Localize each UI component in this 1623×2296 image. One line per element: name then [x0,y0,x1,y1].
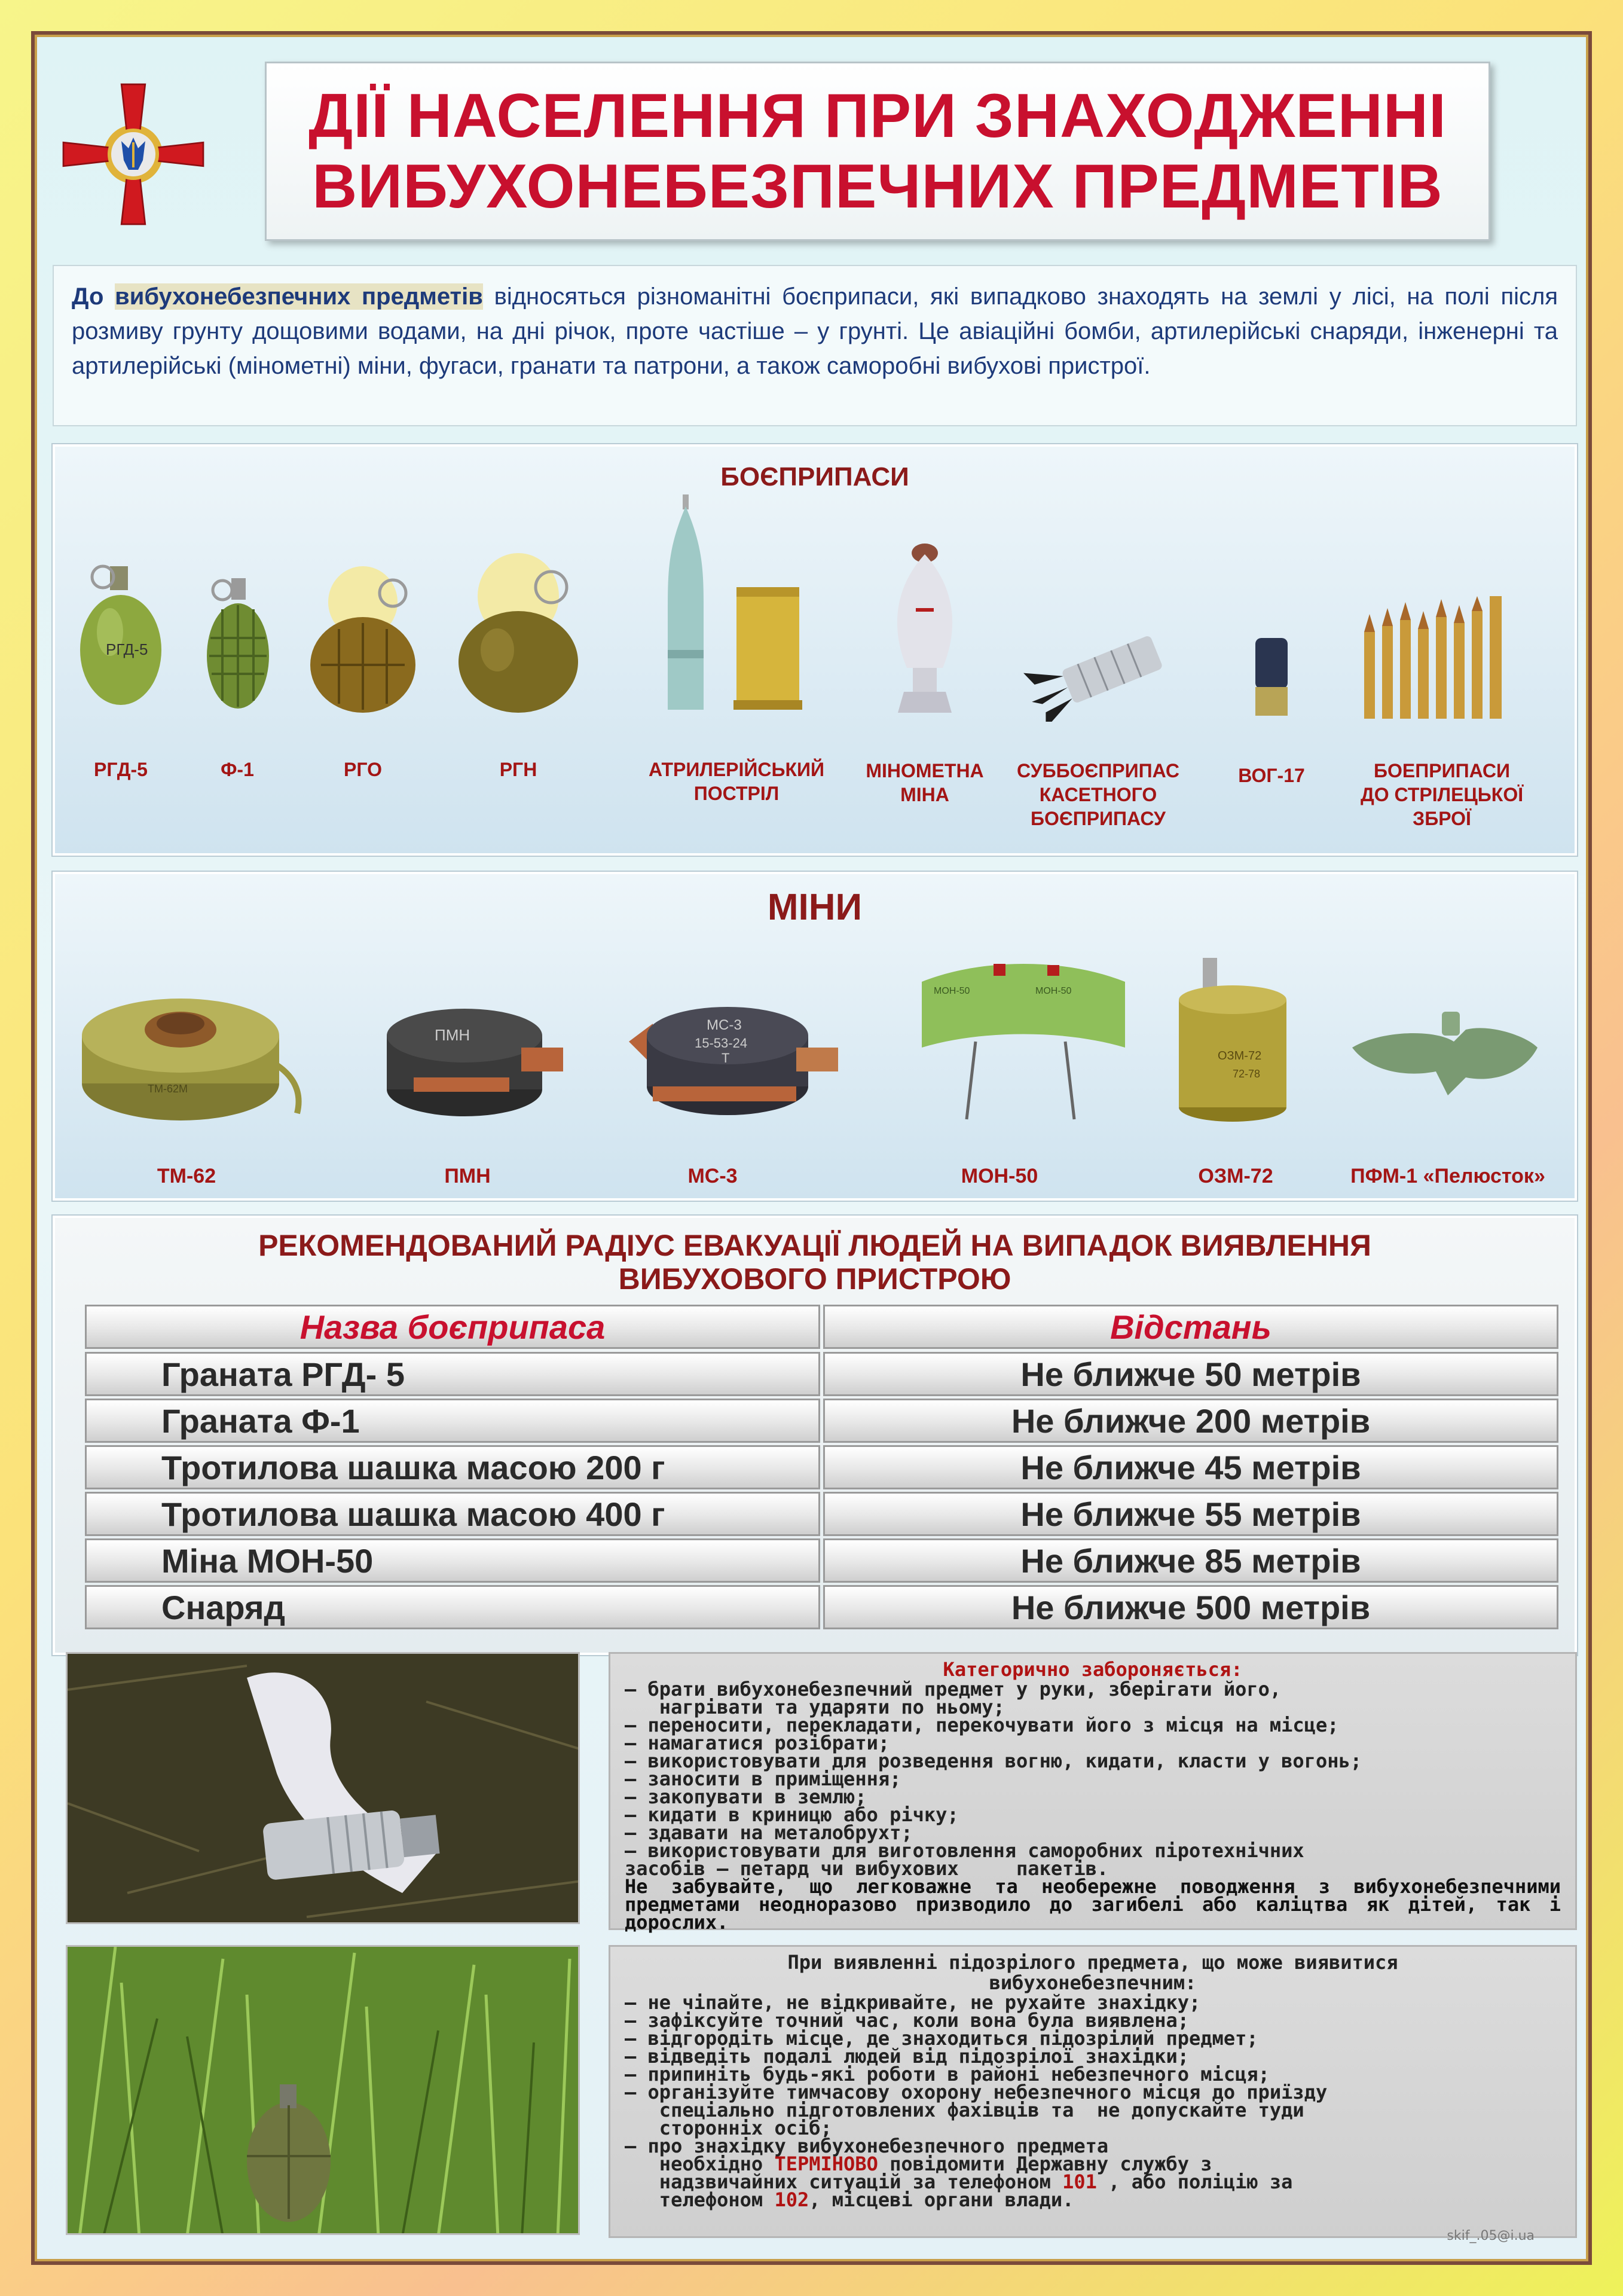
cartridges-icon [1361,596,1517,722]
final-line2b: , або поліцію за [1096,2170,1293,2193]
table-cell-distance: Не ближче 50 метрів [823,1352,1558,1396]
label-rgn: РГН [499,759,537,780]
grenade-f1-icon [198,572,276,716]
evacuation-title-line-1: РЕКОМЕНДОВАНИЙ РАДІУС ЕВАКУАЦІЇ ЛЮДЕЙ НА ВИПАДОК ВИЯВЛЕННЯ [258,1229,1371,1262]
grenade-rgn-icon [450,545,587,716]
munitions-title: БОЄПРИПАСИ [720,462,909,491]
prohibited-line: – використовувати для виготовлення саморобних піротехнічних [625,1839,1304,1862]
table-header-name: Назва боєприпаса [85,1305,820,1349]
mines-panel [53,872,1577,1201]
label-ms3: МС-3 [687,1165,738,1187]
table-cell-name: Міна МОН-50 [85,1538,820,1583]
suspicious-line: – припиніть будь-які роботи в районі небезпечного місця; [625,2063,1270,2086]
ms3-marking-1: МС-3 [707,1017,742,1033]
suspicious-line: – організуйте тимчасову охорону небезпечного місця до приїзду [625,2081,1328,2103]
prohibited-line: – заносити в приміщення; [625,1767,901,1790]
prohibited-title: Категорично забороняється: [943,1658,1243,1681]
found-grenade-photo [66,1945,580,2235]
munitions-panel [53,444,1577,856]
table-cell-name: Тротилова шашка масою 200 г [85,1445,820,1489]
table-cell-name: Граната РГД- 5 [85,1352,820,1396]
tm62-marking: ТМ-62М [148,1083,188,1095]
submunition-icon [1023,626,1179,722]
evacuation-title-line-2: ВИБУХОВОГО ПРИСТРОЮ [618,1262,1011,1296]
suspicious-line: – відгородіть місце, де знаходиться підозрілий предмет; [625,2027,1258,2050]
evacuation-panel [53,1216,1577,1655]
mine-tm62-icon [76,970,315,1125]
label-tm62: ТМ-62 [157,1165,216,1187]
artillery-round-icon [659,494,814,716]
final-part1: необхідно [625,2152,775,2175]
label-rgo: РГО [344,759,382,780]
suspicious-line: спеціально підготовлених фахівців та не допускайте туди [625,2099,1304,2121]
prohibited-line: – закопувати в землю; [625,1785,867,1808]
label-pmn: ПМН [444,1165,491,1187]
poster [31,31,1592,2265]
table-cell-name: Снаряд [85,1585,820,1629]
urgent-word: ТЕРМІНОВО [774,2152,878,2175]
suspicious-title-line-2: вибухонебезпечним: [989,1971,1197,1994]
title-box [265,62,1490,241]
found-submunition-photo [66,1652,580,1924]
page-title-line-2: ВИБУХОНЕБЕЗПЕЧНИХ ПРЕДМЕТІВ [312,152,1443,221]
suspicious-final-line-3 [625,2188,1561,2211]
vog17-icon [1251,638,1292,716]
table-header-distance: Відстань [823,1305,1558,1349]
mine-ms3-icon [617,988,844,1119]
label-pfm1: ПФМ-1 «Пелюсток» [1350,1165,1545,1187]
warning-text: Не забувайте, що легковажне та необережне поводження з вибухонебезпечними предметами неодноразово призводило до загибелі або каліцтва як дітей, так і дорослих. [625,1875,1561,1934]
suspicious-object-notice [609,1945,1577,2238]
label-ozm72: ОЗМ-72 [1198,1165,1273,1187]
table-cell-distance: Не ближче 45 метрів [823,1445,1558,1489]
prohibited-notice [609,1652,1577,1934]
intro-highlight: вибухонебезпечних предметів [115,283,483,310]
author-credit: skif_.05@i.ua [1447,2228,1535,2243]
intro-paragraph [53,265,1577,426]
prohibited-line: – брати вибухонебезпечний предмет у руки, зберігати його, [625,1678,1282,1700]
mon50-marking-right: МОН-50 [1035,986,1072,996]
ozm72-marking-2: 72-78 [1233,1068,1261,1080]
ms3-marking-2: 15-53-24 [695,1036,748,1051]
table-cell-distance: Не ближче 200 метрів [823,1399,1558,1443]
final-part2: повідомити Державну службу з [878,2152,1212,2175]
table-cell-name: Тротилова шашка масою 400 г [85,1492,820,1536]
svg-text:РГД-5: РГД-5 [106,640,148,658]
label-f1: Ф-1 [221,759,254,780]
mine-ozm72-icon [1167,958,1304,1125]
prohibited-line: засобів – петард чи вибухових пакетів. [625,1857,1109,1880]
prohibited-line: – намагатися розібрати; [625,1732,890,1754]
suspicious-line: – про знахідку вибухонебезпечного предмета [625,2135,1109,2157]
prohibited-line: нагрівати та ударяти по ньому; [625,1696,1005,1718]
prohibited-line: – використовувати для розведення вогню, кидати, класти у вогонь; [625,1750,1362,1772]
phone-dsns: 101 [1062,2170,1097,2193]
label-artillery-round: АТРИЛЕРІЙСЬКИЙ ПОСТРІЛ [648,759,825,804]
mon50-marking-left: МОН-50 [934,986,970,996]
prohibited-line: – переносити, перекладати, перекочувати його з місця на місце; [625,1714,1339,1736]
grenade-rgo-icon [303,557,423,716]
intro-prefix: До [72,283,115,310]
mortar-shell-icon [880,542,970,716]
label-rgd5: РГД-5 [94,759,148,780]
mines-title: МІНИ [767,887,863,928]
ozm72-marking-1: ОЗМ-72 [1218,1049,1262,1062]
dsns-emblem-icon [62,65,205,244]
prohibited-line: – здавати на металобрухт; [625,1821,913,1844]
suspicious-line: – не чіпайте, не відкривайте, не рухайте знахідку; [625,1991,1201,2014]
table-cell-distance: Не ближче 55 метрів [823,1492,1558,1536]
table-cell-distance: Не ближче 85 метрів [823,1538,1558,1583]
intro-text: відносяться різноманітні боєприпаси, які випадково знаходять на землі у лісі, на полі після розмиву грунту дощовими водами, на дні річок, проте частіше – у грунті. Це авіаційні бомби, артилерійські снаряди, інженерні та артилерійські (мінометні) міни, фугаси, гранати та патрони, а також саморобні вибухові пристрої. [72,283,1558,379]
mine-pfm1-icon [1346,1006,1543,1113]
final-line3b: , місцеві органи влади. [809,2188,1074,2211]
mine-pmn-icon [378,988,569,1119]
table-cell-distance: Не ближче 500 метрів [823,1585,1558,1629]
pmn-marking: ПМН [435,1026,470,1044]
suspicious-line: сторонніх осіб; [625,2117,832,2139]
label-small-arms-ammo: БОЕПРИПАСИ ДО СТРІЛЕЦЬКОЇ ЗБРОЇ [1360,760,1524,829]
final-line2a: надзвичайних ситуацій за телефоном [625,2170,1063,2193]
page-title-line-1: ДІЇ НАСЕЛЕННЯ ПРИ ЗНАХОДЖЕННІ [308,81,1447,151]
suspicious-line: – зафіксуйте точний час, коли вона була виявлена; [625,2009,1190,2032]
label-mon50: МОН-50 [961,1165,1038,1187]
ms3-marking-3: Т [722,1051,730,1065]
prohibited-line: – кидати в криницю або річку; [625,1803,959,1826]
mine-mon50-icon [910,946,1137,1125]
final-line3a: телефоном [625,2188,775,2211]
suspicious-title-line-1: При виявленні підозрілого предмета, що може виявитися [787,1951,1398,1974]
label-mortar-shell: МІНОМЕТНА МІНА [866,760,984,805]
suspicious-line: – відведіть подалі людей від підозрілої знахідки; [625,2045,1190,2068]
grenade-rgd5-icon [73,560,169,716]
label-vog17: ВОГ-17 [1238,765,1305,786]
phone-police: 102 [774,2188,809,2211]
table-cell-name: Граната Ф-1 [85,1399,820,1443]
label-submunition: СУББОЄПРИПАС КАСЕТНОГО БОЄПРИПАСУ [1016,760,1179,829]
